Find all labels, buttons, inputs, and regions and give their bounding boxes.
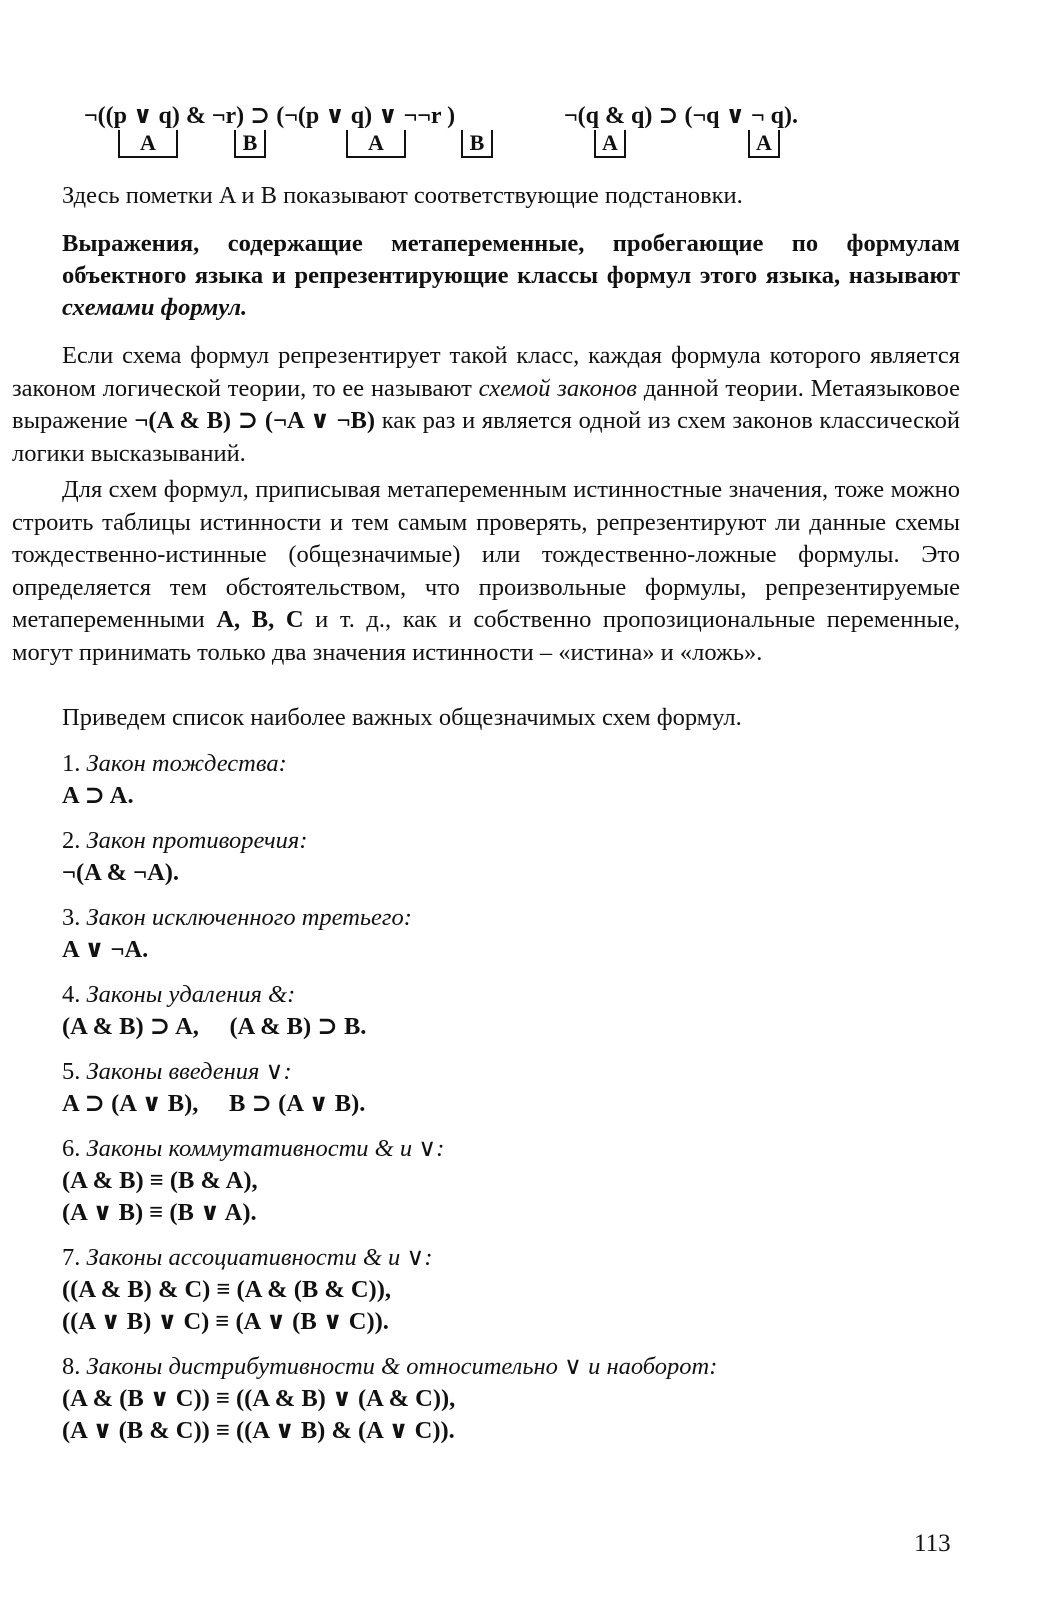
law-name: Законы введения ∨	[86, 1058, 284, 1085]
law-list	[62, 748, 962, 1460]
law-formula: (A ∨ (B & C)) ≡ ((A ∨ B) & (A ∨ C)).	[62, 1417, 455, 1444]
top-formula-line	[84, 92, 1001, 182]
law-formula: (A & (B ∨ C)) ≡ ((A & B) ∨ (A & C)),	[62, 1385, 456, 1412]
law-number: 4.	[62, 981, 81, 1008]
law-name: Закон противоречия	[86, 827, 300, 854]
note-text: Здесь пометки A и B показывают соответствующие подстановки.	[62, 182, 743, 209]
list-item: 5. Законы введения ∨: A ⊃ (A ∨ B), B ⊃ (A ∨ B).	[62, 1056, 962, 1120]
law-number: 3.	[62, 904, 81, 931]
list-item: 4. Законы удаления &: (A & B) ⊃ A, (A & B) ⊃ B.	[62, 979, 962, 1043]
paragraph-list-intro	[12, 702, 960, 735]
law-formula: (A ∨ B) ≡ (B ∨ A).	[62, 1199, 257, 1226]
list-item: 6. Законы коммутативности & и ∨: (A & B) ≡ (B & A), (A ∨ B) ≡ (B ∨ A).	[62, 1133, 962, 1229]
list-item: 1. Закон тождества: A ⊃ A.	[62, 748, 962, 812]
paragraph-text: и т. д., как и собственно пропозициональные переменные, могут принимать только два значения истинности – «истина» и «ложь».	[12, 606, 960, 666]
law-number: 2.	[62, 827, 81, 854]
substitution-tag: A	[594, 130, 626, 158]
inline-variables: A, B, C	[216, 606, 304, 633]
law-name: Законы ассоциативности & и ∨	[86, 1244, 425, 1271]
list-item: 8. Законы дистрибутивности & относительно ∨ и наоборот: (A & (B ∨ C)) ≡ ((A & B) ∨ (A & C)), (A ∨ (B & C)) ≡ ((A ∨ B) & (A ∨ C)).	[62, 1351, 962, 1447]
law-number: 7.	[62, 1244, 81, 1271]
definition-term: схемами формул.	[62, 294, 248, 321]
list-item: 7. Законы ассоциативности & и ∨: ((A & B) & C) ≡ (A & (B & C)), ((A ∨ B) ∨ C) ≡ (A ∨ (B ∨ C)).	[62, 1242, 962, 1338]
law-formula: ¬(A & ¬A).	[62, 859, 180, 886]
law-number: 8.	[62, 1353, 81, 1380]
law-name: Законы удаления &	[86, 981, 288, 1008]
substitution-tag: B	[234, 130, 266, 158]
substitution-note	[62, 180, 962, 213]
list-item: 3. Закон исключенного третьего: A ∨ ¬A.	[62, 902, 962, 966]
inline-formula: ¬(A & B) ⊃ (¬A ∨ ¬B)	[134, 407, 376, 434]
law-number: 6.	[62, 1135, 81, 1162]
term-law-schemes: схемой законов	[478, 374, 637, 402]
law-number: 5.	[62, 1058, 81, 1085]
substituted-formula-2: ¬(q & q) ⊃ (¬q ∨ ¬ q).	[564, 103, 798, 129]
law-formula: A ⊃ (A ∨ B), B ⊃ (A ∨ B).	[62, 1090, 366, 1117]
paragraph-text: Для схем формул, приписывая метапеременным истинностные значения, тоже можно строить таблицы истинности и тем самым проверять, репрезентируют ли данные схемы тождественно-истинные (общезначимые) или тождественно-ложные формулы. Это определяется тем обстоятельством, что произвольные формулы, репрезентируемые метапеременными	[12, 476, 960, 633]
law-formula: ((A ∨ B) ∨ C) ≡ (A ∨ (B ∨ C)).	[62, 1308, 389, 1335]
substitution-tag: A	[346, 130, 406, 158]
paragraph-text: данной теории. Метаязыковое выражение	[12, 374, 960, 434]
law-formula: (A & B) ≡ (B & A),	[62, 1167, 258, 1194]
substitution-tag: B	[461, 130, 493, 158]
paragraph-text: Приведем список наиболее важных общезначимых схем формул.	[62, 704, 742, 731]
list-item: 2. Закон противоречия: ¬(A & ¬A).	[62, 825, 962, 889]
law-name: Закон тождества	[86, 750, 279, 777]
law-formula: A ∨ ¬A.	[62, 936, 149, 963]
paragraph-text: Если схема формул репрезентирует такой класс, каждая формула которого является законом логической теории, то ее называют	[12, 342, 960, 402]
law-formula: (A & B) ⊃ A, (A & B) ⊃ B.	[62, 1013, 367, 1040]
law-number: 1.	[62, 750, 81, 777]
paragraph-text: как раз и является одной из схем законов классической логики высказываний.	[12, 407, 960, 467]
law-name: Законы коммутативности & и ∨	[86, 1135, 437, 1162]
law-formula: A ⊃ A.	[62, 782, 134, 809]
paragraph-law-schemes	[12, 340, 960, 470]
definition-text: Выражения, содержащие метапеременные, пробегающие по формулам объектного языка и репрезентирующие классы формул этого языка, называют	[62, 230, 960, 289]
law-name: Закон исключенного третьего	[86, 904, 404, 931]
substitution-tag: A	[748, 130, 780, 158]
substitution-tag: A	[118, 130, 178, 158]
page-number: 113	[914, 1530, 951, 1557]
law-formula: ((A & B) & C) ≡ (A & (B & C)),	[62, 1276, 391, 1303]
definition-paragraph	[62, 228, 960, 324]
law-name: Законы дистрибутивности & относительно ∨ и наоборот	[86, 1353, 710, 1380]
paragraph-truth-tables	[12, 474, 960, 669]
substituted-formula-1: ¬((p ∨ q) & ¬r) ⊃ (¬(p ∨ q) ∨ ¬¬r )	[84, 103, 456, 129]
